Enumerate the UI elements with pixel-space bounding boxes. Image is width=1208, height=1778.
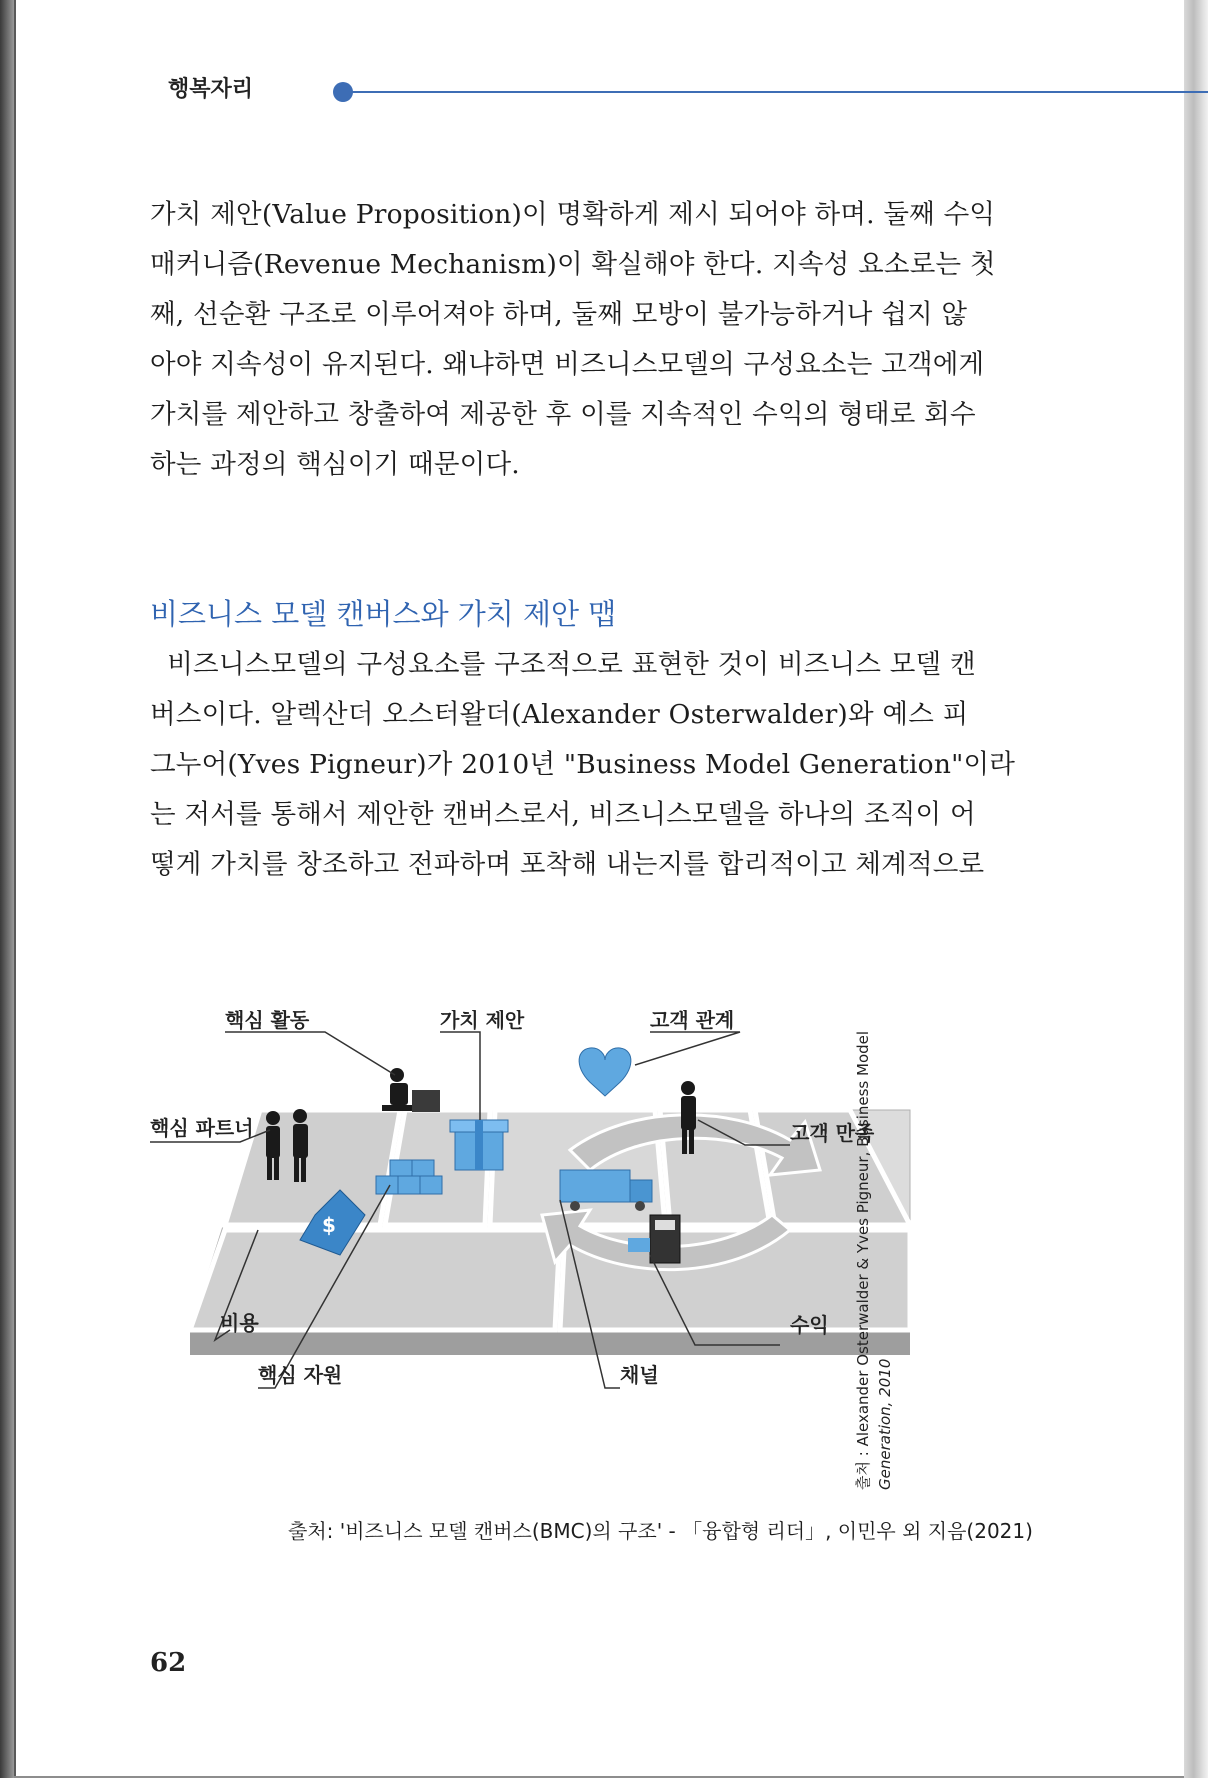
section-title: 비즈니스 모델 캔버스와 가치 제안 맵 — [150, 597, 617, 631]
label-customer-satisfaction: 고객 만족 — [790, 1121, 875, 1145]
heart-icon — [579, 1048, 631, 1096]
figure-source-line-1: 출처 : Alexander Osterwalder & Yves Pigneur, Business Model — [854, 1030, 872, 1490]
figure-caption: 출처: '비즈니스 모델 캔버스(BMC)의 구조' - 「융합형 리더」, 이민우 외 지음(2021) — [288, 1519, 1033, 1543]
label-value-proposition: 가치 제안 — [440, 1010, 525, 1032]
label-cost: 비용 — [220, 1311, 259, 1335]
paragraph-2 — [150, 640, 1016, 890]
header-rule — [350, 91, 1208, 93]
text-line: 버스이다. 알렉산더 오스터왈더(Alexander Osterwalder)와 예스 피 — [150, 699, 969, 730]
text-line: 그누어(Yves Pigneur)가 2010년 "Business Model Generation"이라 — [150, 749, 1016, 780]
figure-source-line-2: Generation, 2010 — [876, 1358, 894, 1490]
running-head: 행복자리 — [168, 77, 254, 102]
text-line: 떻게 가치를 창조하고 전파하며 포착해 내는지를 합리적이고 체계적으로 — [150, 849, 985, 880]
label-customer-relationships: 고객 관계 — [650, 1010, 735, 1032]
gift-icon — [450, 1120, 508, 1170]
text-line: 는 저서를 통해서 제안한 캔버스로서, 비즈니스모델을 하나의 조직이 어 — [150, 799, 976, 830]
book-spine — [0, 0, 14, 1778]
label-channels: 채널 — [620, 1363, 659, 1387]
label-key-resources: 핵심 자원 — [258, 1363, 343, 1387]
text-line: 비즈니스모델의 구성요소를 구조적으로 표현한 것이 비즈니스 모델 캔 — [150, 649, 976, 680]
label-key-activities: 핵심 활동 — [225, 1010, 310, 1032]
text-line: 째, 선순환 구조로 이루어져야 하며, 둘째 모방이 불가능하거나 쉽지 않 — [150, 299, 968, 330]
label-key-partners: 핵심 파트너 — [150, 1116, 254, 1140]
text-line: 가치 제안(Value Proposition)이 명확하게 제시 되어야 하며. 둘째 수익 — [150, 199, 996, 230]
bmc-illustration — [150, 1010, 1030, 1510]
paragraph-1 — [150, 190, 1012, 490]
text-line: 하는 과정의 핵심이기 때문이다. — [150, 449, 520, 480]
text-line: 아야 지속성이 유지된다. 왜냐하면 비즈니스모델의 구성요소는 고객에게 — [150, 349, 985, 380]
page-number: 62 — [150, 1648, 187, 1678]
page-edge — [1184, 0, 1208, 1778]
label-revenue: 수익 — [790, 1313, 829, 1337]
bmc-diagram — [150, 1010, 1030, 1510]
svg-text:$: $ — [322, 1213, 336, 1237]
text-line: 가치를 제안하고 창출하여 제공한 후 이를 지속적인 수익의 형태로 회수 — [150, 399, 976, 430]
text-line: 매커니즘(Revenue Mechanism)이 확실해야 한다. 지속성 요소로는 첫 — [150, 249, 996, 280]
